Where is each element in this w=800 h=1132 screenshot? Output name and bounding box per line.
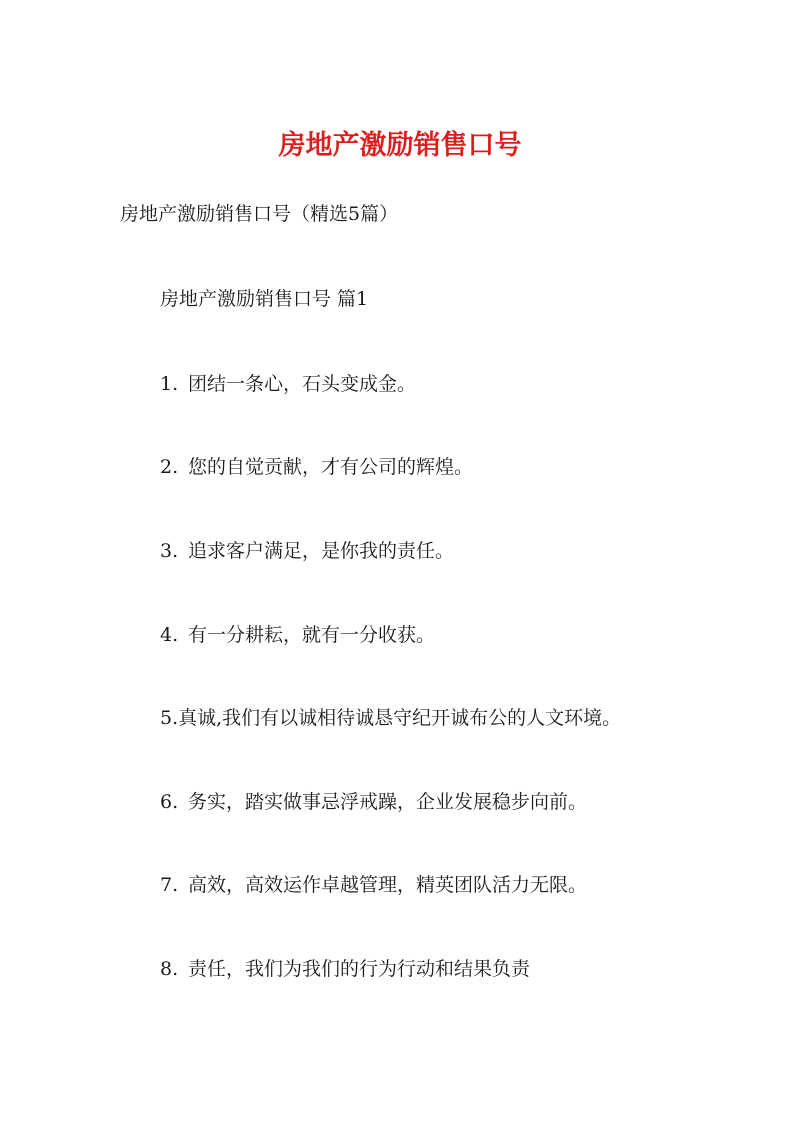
item-number: 1. xyxy=(160,373,179,395)
list-item xyxy=(160,452,473,482)
item-number: 5. xyxy=(160,707,179,729)
item-text: 务实，踏实做事忌浮戒躁，企业发展稳步向前。 xyxy=(188,791,588,813)
list-item xyxy=(160,703,621,733)
list-item xyxy=(160,870,587,900)
list-item xyxy=(160,954,530,984)
list-item xyxy=(160,536,454,566)
section-heading: 房地产激励销售口号 篇1 xyxy=(160,288,369,310)
document-subtitle: 房地产激励销售口号（精选5篇） xyxy=(120,203,399,225)
item-number: 3. xyxy=(160,540,179,562)
item-text: 高效，高效运作卓越管理，精英团队活力无限。 xyxy=(188,874,588,896)
item-text: 责任，我们为我们的行为行动和结果负责 xyxy=(188,958,531,980)
list-item xyxy=(160,369,416,399)
item-text: 追求客户满足，是你我的责任。 xyxy=(188,540,455,562)
item-text: 团结一条心，石头变成金。 xyxy=(188,373,417,395)
item-number: 4. xyxy=(160,624,179,646)
item-number: 8. xyxy=(160,958,179,980)
list-item xyxy=(160,787,587,817)
item-text: 有一分耕耘，就有一分收获。 xyxy=(188,624,436,646)
item-number: 6. xyxy=(160,791,179,813)
item-number: 7. xyxy=(160,874,179,896)
item-text: 您的自觉贡献，才有公司的辉煌。 xyxy=(188,456,474,478)
list-item xyxy=(160,620,435,650)
document-title: 房地产激励销售口号 xyxy=(278,130,522,161)
item-text: 真诚,我们有以诚相待诚恳守纪开诚布公的人文环境。 xyxy=(178,707,622,729)
item-number: 2. xyxy=(160,456,179,478)
